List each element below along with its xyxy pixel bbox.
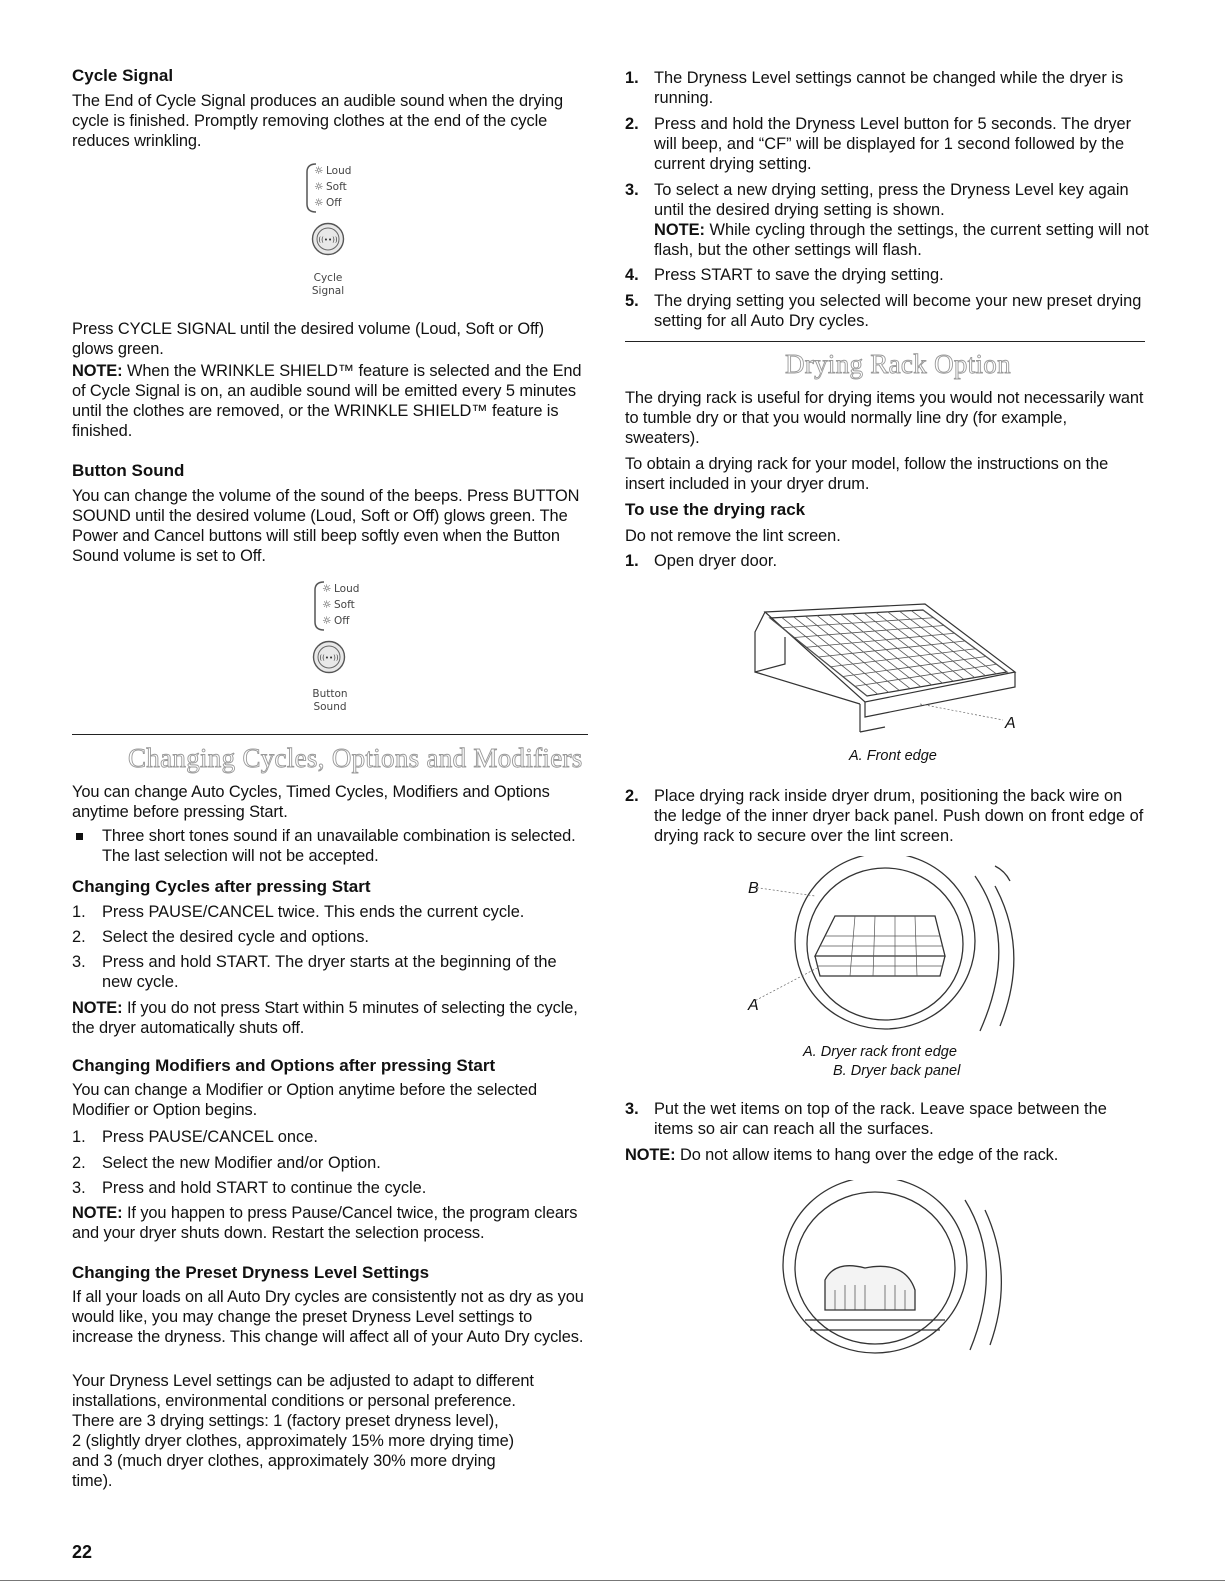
drying-rack-figure: [735, 592, 1035, 742]
preset-paragraph-1: If all your loads on all Auto Dry cycles are consistently not as dry as you would like, you may change the preset Dryness Level settings to increase the dryness. This change will affect all of your Auto Dry cycles.: [72, 1288, 584, 1346]
after-start-note: NOTE: If you do not press Start within 5 minutes of selecting the cycle, the dryer automatically shuts off.: [72, 999, 578, 1037]
dryer-drum-rack-figure: [755, 856, 1025, 1036]
bottom-border: [0, 1580, 1225, 1581]
figure-2-label-a: A: [748, 997, 759, 1014]
step-number: 3.: [72, 953, 86, 971]
preset-heading: Changing the Preset Dryness Level Settings: [72, 1263, 430, 1282]
button-sound-heading: Button Sound: [72, 461, 185, 480]
page-number: 22: [72, 1542, 93, 1562]
cycle-signal-panel: [304, 160, 384, 300]
cycle-signal-heading: Cycle Signal: [72, 66, 174, 85]
rack-section-title: Drying Rack Option: [785, 349, 1011, 379]
step-number: 3.: [625, 181, 639, 199]
step-number: 5.: [625, 292, 639, 310]
led-loud-icon: ☼: [314, 165, 324, 177]
step-number: 2.: [625, 787, 639, 805]
modifiers-intro: You can change a Modifier or Option anytime before the selected Modifier or Option begins.: [72, 1081, 538, 1119]
figure-2-caption-b: B. Dryer back panel: [833, 1063, 961, 1079]
items-on-rack-figure: [765, 1180, 1005, 1355]
cycle-signal-button[interactable]: [311, 222, 345, 256]
section-divider: [625, 341, 1145, 342]
step-text: Press PAUSE/CANCEL once.: [102, 1128, 318, 1146]
after-start-heading: Changing Cycles after pressing Start: [72, 877, 371, 896]
step-text: To select a new drying setting, press the Dryness Level key again until the desired drying setting is shown.: [654, 181, 1129, 219]
cycle-signal-press: Press CYCLE SIGNAL until the desired volume (Loud, Soft or Off) glows green.: [72, 320, 544, 358]
use-rack-text: Do not remove the lint screen.: [625, 527, 841, 545]
cycle-signal-intro: The End of Cycle Signal produces an audible sound when the drying cycle is finished. Promptly removing clothes at the end of the cycle reduces wrinkling.: [72, 92, 564, 150]
figure-1-label-a: A: [1005, 715, 1016, 732]
step-number: 2.: [625, 115, 639, 133]
bullet-icon: [76, 833, 83, 840]
step-text: Press START to save the drying setting.: [654, 266, 944, 284]
step-text: The drying setting you selected will become your new preset drying setting for all Auto Dry cycles.: [654, 292, 1142, 330]
step-text: Place drying rack inside dryer drum, positioning the back wire on the ledge of the inner dryer back panel. Push down on front edge of drying rack to secure over the lint screen.: [654, 787, 1144, 845]
step-number: 1.: [72, 903, 86, 921]
step-number: 4.: [625, 266, 639, 284]
svg-text:((••)): ((••)): [319, 654, 339, 662]
figure-1-caption: A. Front edge: [849, 748, 937, 764]
rack-paragraph-2: To obtain a drying rack for your model, follow the instructions on the insert included in your dryer drum.: [625, 455, 1109, 493]
cycle-signal-caption: Cycle Signal: [311, 272, 345, 297]
step-text: Open dryer door.: [654, 552, 778, 570]
preset-paragraph-2: Your Dryness Level settings can be adjusted to adapt to different installations, environmental conditions or personal preference. There are 3 drying settings: 1 (factory preset dryness level), 2 (slightly dryer clothes, approximately 15% more drying time) and 3 (much dryer clothes, approximately 30% more drying time).: [72, 1372, 534, 1490]
led-off-icon: ☼: [314, 197, 324, 209]
label-soft: Soft: [326, 181, 347, 193]
label-soft: Soft: [334, 599, 355, 611]
step-text: Press PAUSE/CANCEL twice. This ends the current cycle.: [102, 903, 525, 921]
step-number: 3.: [72, 1179, 86, 1197]
step-number: 2.: [72, 1154, 86, 1172]
led-soft-icon: ☼: [314, 181, 324, 193]
changing-section-title: Changing Cycles, Options and Modifiers: [128, 743, 583, 773]
step-3-note: NOTE: While cycling through the settings, the current setting will not flash, but the other settings will flash.: [654, 221, 1149, 259]
step-number: 1.: [625, 552, 639, 570]
step-text: Press and hold START. The dryer starts at the beginning of the new cycle.: [102, 953, 557, 991]
button-sound-panel: [312, 578, 392, 718]
svg-text:((••)): ((••)): [318, 236, 338, 244]
button-sound-text: You can change the volume of the sound of the beeps. Press BUTTON SOUND until the desired volume (Loud, Soft or Off) glows green. The Power and Cancel buttons will still beep softly even when the Button Sound volume is set to Off.: [72, 487, 580, 565]
step-number: 1.: [72, 1128, 86, 1146]
use-rack-heading: To use the drying rack: [625, 500, 806, 519]
button-sound-button[interactable]: [312, 640, 346, 674]
led-soft-icon: ☼: [322, 599, 332, 611]
rack-note: NOTE: Do not allow items to hang over the edge of the rack.: [625, 1146, 1059, 1164]
label-off: Off: [334, 615, 350, 627]
modifiers-heading: Changing Modifiers and Options after pressing Start: [72, 1056, 496, 1075]
step-text: Press and hold START to continue the cycle.: [102, 1179, 427, 1197]
button-sound-caption: Button Sound: [312, 688, 348, 713]
modifiers-note: NOTE: If you happen to press Pause/Cancel twice, the program clears and your dryer shuts down. Restart the selection process.: [72, 1204, 578, 1242]
label-loud: Loud: [334, 583, 360, 595]
step-text: Press and hold the Dryness Level button for 5 seconds. The dryer will beep, and “CF” will be displayed for 1 second followed by the current drying setting.: [654, 115, 1132, 173]
led-off-icon: ☼: [322, 615, 332, 627]
step-text: The Dryness Level settings cannot be changed while the dryer is running.: [654, 69, 1124, 107]
cycle-signal-note: NOTE: When the WRINKLE SHIELD™ feature is selected and the End of Cycle Signal is on, an audible sound will be emitted every 5 minutes until the clothes are removed, or the WRINKLE SHIELD™ feature is finished.: [72, 362, 582, 440]
step-text: Put the wet items on top of the rack. Leave space between the items so air can reach all the surfaces.: [654, 1100, 1107, 1138]
step-text: Select the new Modifier and/or Option.: [102, 1154, 381, 1172]
figure-2-caption-a: A. Dryer rack front edge: [803, 1044, 957, 1060]
led-loud-icon: ☼: [322, 583, 332, 595]
label-loud: Loud: [326, 165, 352, 177]
rack-paragraph-1: The drying rack is useful for drying items you would not necessarily want to tumble dry or that you would normally line dry (for example, sweaters).: [625, 389, 1144, 447]
figure-2-label-b: B: [748, 880, 759, 897]
step-text: Select the desired cycle and options.: [102, 928, 369, 946]
section-divider: [72, 734, 588, 735]
changing-bullet: Three short tones sound if an unavailable combination is selected. The last selection will not be accepted.: [102, 827, 576, 865]
step-number: 3.: [625, 1100, 639, 1118]
step-number: 1.: [625, 69, 639, 87]
step-number: 2.: [72, 928, 86, 946]
changing-intro: You can change Auto Cycles, Timed Cycles, Modifiers and Options anytime before pressing Start.: [72, 783, 550, 821]
label-off: Off: [326, 197, 342, 209]
